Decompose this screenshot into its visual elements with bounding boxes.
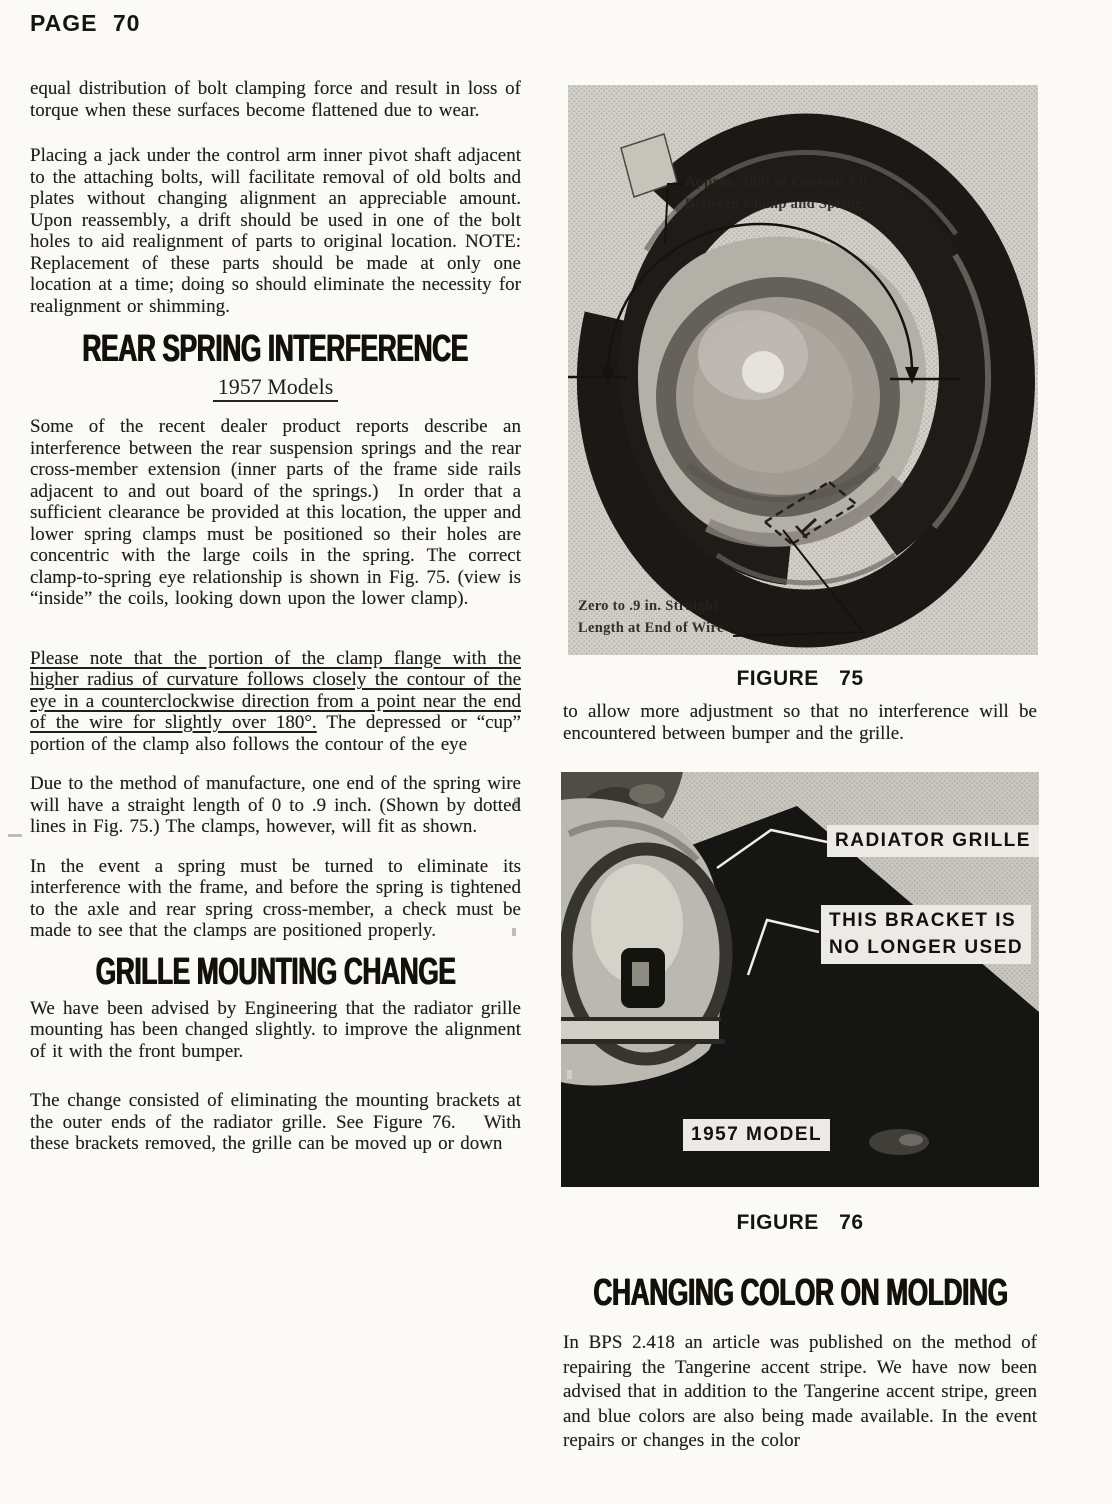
- para-clamp-contour: [30, 648, 521, 756]
- label-line: NO LONGER USED: [829, 937, 1024, 958]
- para-intro-torque: equal distribution of bolt clamping force and result in loss of torque when these surfaces become flattened due to wear.: [30, 78, 521, 121]
- figure-75: [568, 85, 1038, 655]
- right-column: [561, 85, 1039, 1454]
- subheading-1957-models: 1957 Models: [30, 374, 521, 400]
- heading-rear-spring-interference: REAR SPRING INTERFERENCE: [82, 327, 469, 371]
- para-molding-color: In BPS 2.418 an article was published on the method of repairing the Tangerine accent stripe. We have now been advised that in addition to the Tangerine accent stripe, green and blue colors are also being made available. In the event repairs or changes in the color: [563, 1332, 1037, 1451]
- para-jack-pivot: Placing a jack under the control arm inner pivot shaft adjacent to the attaching bolts, will facilitate removal of old bolts and plates without changing alignment an appreciable amount. Upon reassembly, a drift should be used in one of the bolt holes to aid realignment of parts to original location. NOTE: Replacement of these parts should be made at only one location at a time; doing so should eliminate the necessity for realignment or shimming.: [30, 145, 521, 317]
- grille-slot-reflection: [632, 962, 649, 986]
- annotation-line: Length at End of Wire: [578, 620, 724, 637]
- center-hole: [742, 351, 784, 393]
- heading-changing-color-molding: CHANGING COLOR ON MOLDING: [592, 1271, 1008, 1315]
- page-number: PAGE 70: [30, 10, 141, 36]
- annotation-contour-fit: [685, 171, 868, 216]
- para-spring-interference: Some of the recent dealer product reports describe an interference between the rear suspension springs and the rear cross-member extension (inner parts of the frame side rails adjacent to and out board of the springs.) In order that a sufficient clearance be provided at this location, the upper and lower spring clamps must be positioned so their holes are concentric with the large coils in the spring. The correct clamp-to-spring eye relationship is shown in Fig. 75. (view is “inside” the coils, looking down upon the lower clamp).: [30, 416, 521, 609]
- bracket-remnant-highlight: [899, 1134, 923, 1146]
- annotation-line: Between Clamp and Spring: [685, 196, 863, 213]
- label-1957-model: 1957 MODEL: [683, 1119, 830, 1151]
- chrome-bar-edge-top: [561, 1017, 721, 1021]
- para-wire-straight-length: Due to the method of manufacture, one end of the spring wire will have a straight length of 0 to .9 inch. (Shown by dotted lines in Fig. 75.) The clamps, however, will fit as shown.: [30, 773, 521, 837]
- note-continuation: The depressed or “cup” portion of the clamp also follows the contour of the eye: [30, 712, 521, 755]
- para-grille-adjustment: to allow more adjustment so that no interference will be encountered between bumper and the grille.: [563, 701, 1037, 744]
- figure-76: [561, 772, 1039, 1187]
- figure-76-caption: FIGURE 76: [736, 1211, 864, 1234]
- underlined-note: Please note that the portion of the clamp flange with the higher radius of curvature follows closely the contour of the eye in a counterclockwise direction from a point near the end of the wire for slightly over 180°.: [30, 647, 521, 733]
- chrome-bar: [561, 1021, 719, 1039]
- left-column: [30, 78, 521, 1155]
- annotation-line: Zero to .9 in. Straight: [578, 598, 719, 614]
- label-line: THIS BRACKET IS: [829, 910, 1017, 931]
- annotation-wire-length: [578, 595, 724, 640]
- annotation-line: Approx. 180° of Contour Fit: [685, 174, 868, 190]
- label-radiator-grille: RADIATOR GRILLE: [827, 825, 1039, 857]
- scan-mark: [567, 1070, 572, 1079]
- figure-75-caption: FIGURE 75: [736, 667, 864, 690]
- heading-grille-mounting-change: GRILLE MOUNTING CHANGE: [95, 950, 456, 993]
- para-grille-change-detail: The change consisted of eliminating the mounting brackets at the outer ends of the radiator grille. See Figure 76. With these brackets removed, the grille can be moved up or down: [30, 1090, 521, 1154]
- para-spring-turn-check: In the event a spring must be turned to eliminate its interference with the frame, and before the spring is tightened to the axle and rear spring cross-member, a check must be made to see that the clamps are positioned properly.: [30, 855, 521, 941]
- body-part-highlight: [629, 784, 665, 804]
- scan-artifact: [8, 834, 22, 837]
- para-grille-mount-advice: We have been advised by Engineering that the radiator grille mounting has been changed slightly. to improve the alignment of it with the front bumper.: [30, 997, 521, 1062]
- chrome-bar-edge-bottom: [561, 1039, 725, 1044]
- label-bracket-note: [821, 905, 1031, 964]
